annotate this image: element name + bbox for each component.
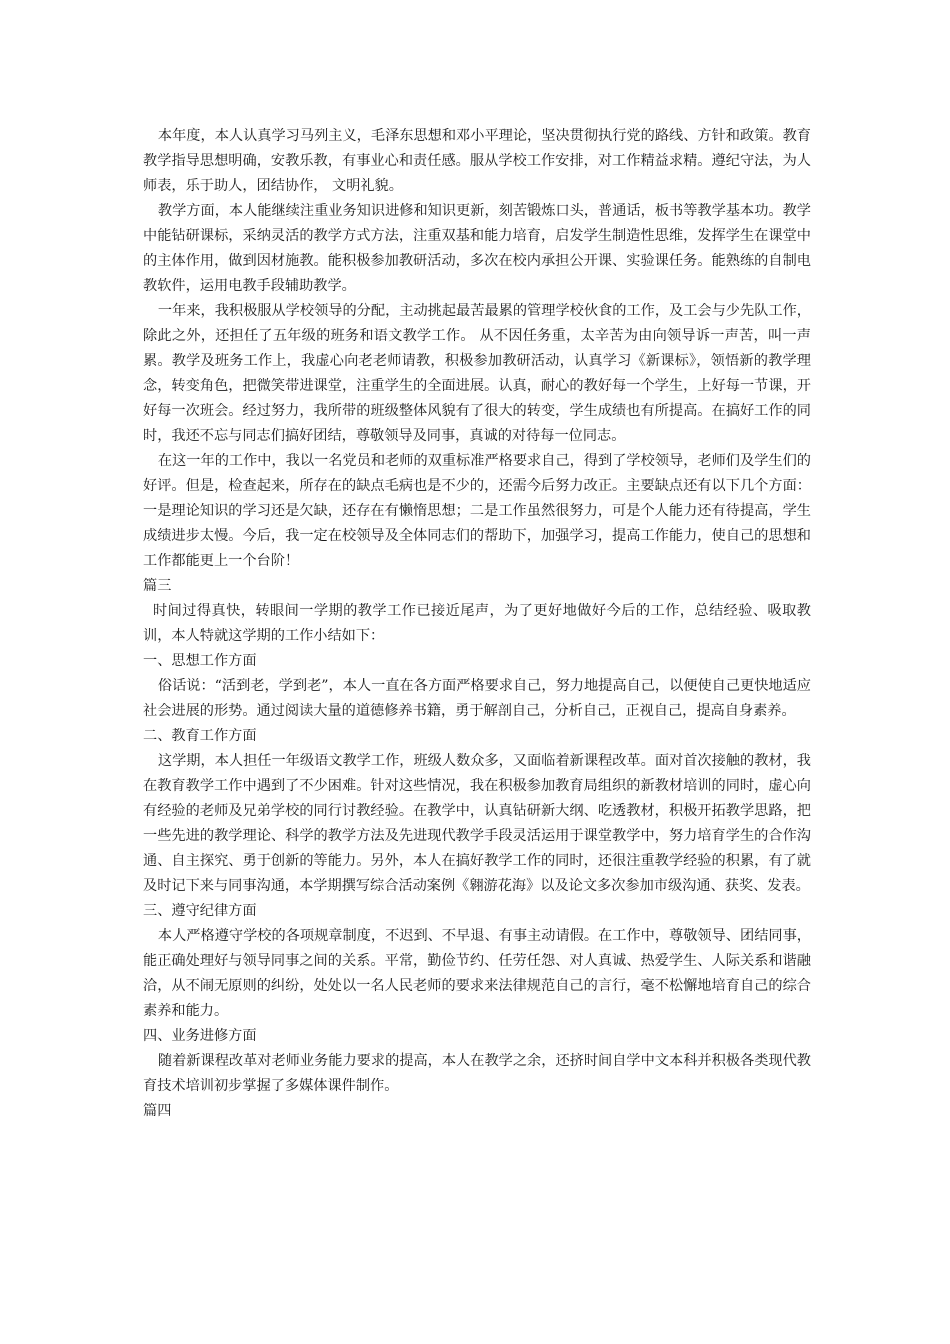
paragraph-2: 教学方面，本人能继续注重业务知识进修和知识更新，刻苦锻炼口头，普通话，板书等教学基本功。教学中能钻研课标，采纳灵活的教学方式方法，注重双基和能力培育，启发学生制造性思维，发挥学生在课堂中的主体作用，做到因材施教。能积极参加教研活动，多次在校内承担公开课、实验课任务。能熟练的自制电教软件，运用电教手段辅助教学。 [143,203,811,294]
section-body-1: 俗话说：“活到老，学到老”，本人一直在各方面严格要求自己，努力地提高自己，以便使自己更快地适应社会进展的形势。通过阅读大量的道德修养书籍，勇于解剖自己，分析自己，正视自己，提高自身素养。 [143,678,811,719]
section-title-1: 一、思想工作方面 [143,653,257,669]
document-page [143,124,811,1124]
intro-part-3: 时间过得真快，转眼间一学期的教学工作已接近尾声，为了更好地做好今后的工作，总结经验、吸取教训，本人特就这学期的工作小结如下： [143,603,811,644]
section-body-3: 本人严格遵守学校的各项规章制度，不迟到、不早退、有事主动请假。在工作中，尊敬领导、团结同事，能正确处理好与领导同事之间的关系。平常，勤俭节约、任劳任怨、对人真诚、热爱学生、人际关系和谐融洽，从不闹无原则的纠纷，处处以一名人民老师的要求来法律规范自己的言行，毫不松懈地培育自己的综合素养和能力。 [143,928,811,1019]
paragraph-4: 在这一年的工作中，我以一名党员和老师的双重标准严格要求自己，得到了学校领导，老师们及学生们的好评。但是，检查起来，所存在的缺点毛病也是不少的，还需今后努力改正。主要缺点还有以下几个方面：一是理论知识的学习还是欠缺，还存在有懒惰思想；二是工作虽然很努力，可是个人能力还有待提高，学生成绩进步太慢。今后，我一定在校领导及全体同志们的帮助下，加强学习，提高工作能力，使自己的思想和工作都能更上一个台阶！ [143,453,811,569]
paragraph-3: 一年来，我积极服从学校领导的分配，主动挑起最苦最累的管理学校伙食的工作，及工会与少先队工作，除此之外，还担任了五年级的班务和语文教学工作。 从不因任务重，太辛苦为由向领导诉一声苦，叫一声累。教学及班务工作上，我虚心向老老师请教，积极参加教研活动，认真学习《新课标》，领悟新的教学理念，转变角色，把微笑带进课堂，注重学生的全面进展。认真，耐心的教好每一个学生，上好每一节课，开好每一次班会。经过努力，我所带的班级整体风貌有了很大的转变，学生成绩也有所提高。在搞好工作的同时，我还不忘与同志们搞好团结，尊敬领导及同事，真诚的对待每一位同志。 [143,303,811,444]
paragraph-1: 本年度，本人认真学习马列主义，毛泽东思想和邓小平理论，坚决贯彻执行党的路线、方针和政策。教育教学指导思想明确，安教乐教，有事业心和责任感。服从学校工作安排，对工作精益求精。遵纪守法，为人师表，乐于助人，团结协作， 文明礼貌。 [143,128,811,194]
section-body-2: 这学期，本人担任一年级语文教学工作，班级人数众多，又面临着新课程改革。面对首次接触的教材，我在教育教学工作中遇到了不少困难。针对这些情况，我在积极参加教育局组织的新教材培训的同时，虚心向有经验的老师及兄弟学校的同行讨教经验。在教学中，认真钻研新大纲、吃透教材，积极开拓教学思路，把一些先进的教学理论、科学的教学方法及先进现代教学手段灵活运用于课堂教学中，努力培育学生的合作沟通、自主探究、勇于创新的等能力。另外，本人在搞好教学工作的同时，还很注重教学经验的积累，有了就及时记下来与同事沟通，本学期撰写综合活动案例《翱游花海》以及论文多次参加市级沟通、获奖、发表。 [143,753,811,894]
heading-part-4: 篇四 [143,1103,172,1119]
section-body-4: 随着新课程改革对老师业务能力要求的提高，本人在教学之余，还挤时间自学中文本科并积极各类现代教育技术培训初步掌握了多媒体课件制作。 [143,1053,811,1094]
section-title-3: 三、遵守纪律方面 [143,903,257,919]
section-title-4: 四、业务进修方面 [143,1028,257,1044]
heading-part-3: 篇三 [143,578,172,594]
section-title-2: 二、教育工作方面 [143,728,257,744]
